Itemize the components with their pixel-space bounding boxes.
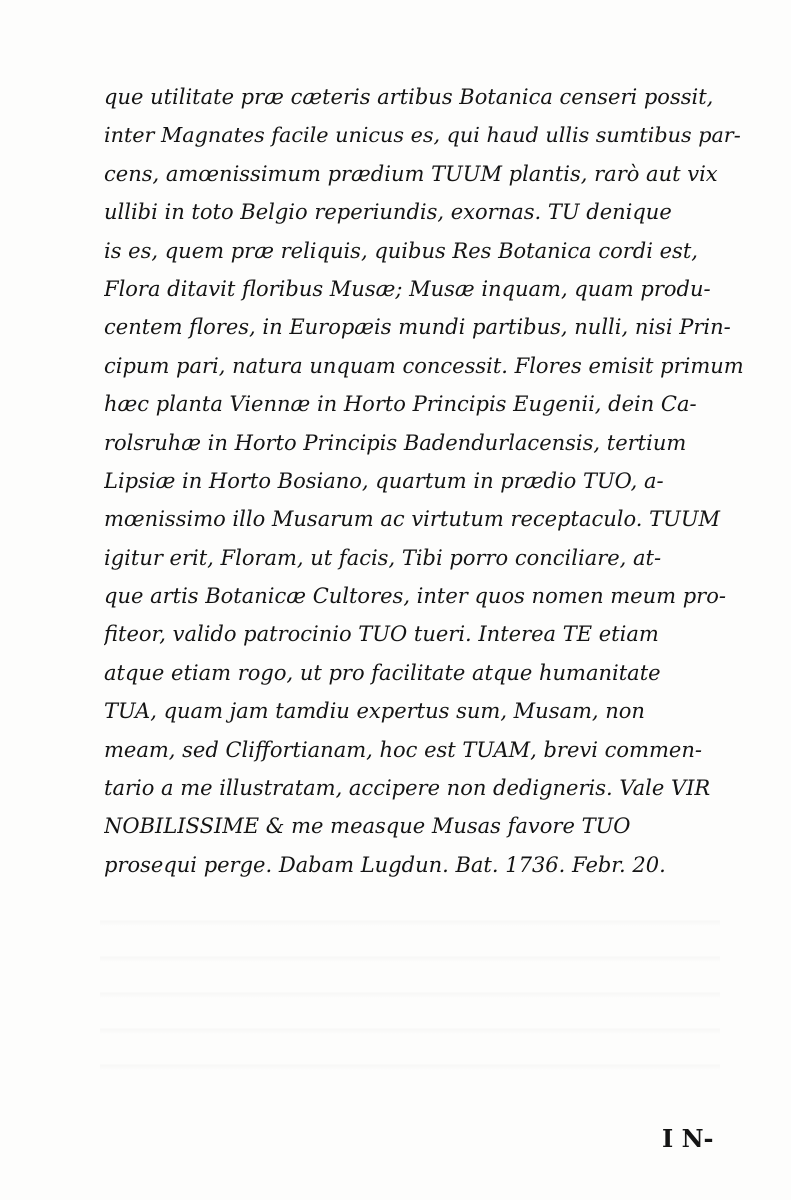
body-text — [104, 78, 744, 884]
text-line: is es, quem præ reliquis, quibus Res Botanica cordi est, — [104, 238, 698, 263]
text-line: Lipsiæ in Horto Bosiano, quartum in prædio TUO, a- — [104, 468, 664, 493]
text-line: mœnissimo illo Musarum ac virtutum receptaculo. TUUM — [104, 507, 721, 532]
text-line: que utilitate præ cæteris artibus Botanica censeri possit, — [104, 85, 714, 109]
catchword: I N- — [662, 1124, 714, 1153]
text-line: hæc planta Viennæ in Horto Principis Eugenii, dein Ca- — [104, 392, 697, 417]
text-line: atque etiam rogo, ut pro facilitate atque humanitate — [104, 660, 661, 685]
text-line: prosequi perge. Dabam Lugdun. Bat. 1736. Febr. 20. — [104, 852, 666, 877]
text-line: Flora ditavit floribus Musæ; Musæ inquam, quam produ- — [104, 276, 711, 301]
text-line: igitur erit, Floram, ut facis, Tibi porro conciliare, at- — [104, 545, 662, 570]
text-line: inter Magnates facile unicus es, qui haud ullis sumtibus par- — [104, 123, 741, 148]
text-line: TUA, quam jam tamdiu expertus sum, Musam, non — [104, 699, 645, 724]
text-line: que artis Botanicæ Cultores, inter quos nomen meum pro- — [104, 584, 726, 609]
text-line: fiteor, valido patrocinio TUO tueri. Interea TE etiam — [104, 622, 659, 647]
text-line: NOBILISSIME & me measque Musas favore TUO — [104, 814, 631, 839]
text-line: cipum pari, natura unquam concessit. Flores emisit primum — [104, 353, 744, 378]
show-through-texture — [100, 890, 720, 1070]
text-line: ullibi in toto Belgio reperiundis, exornas. TU denique — [104, 200, 672, 225]
text-line: tario a me illustratam, accipere non dedigneris. Vale VIR — [104, 776, 711, 801]
text-line: rolsruhæ in Horto Principis Badendurlacensis, tertium — [104, 430, 687, 455]
text-line: centem flores, in Europæis mundi partibus, nulli, nisi Prin- — [104, 315, 731, 340]
text-line: cens, amœnissimum prædium TUUM plantis, rarò aut vix — [104, 161, 718, 186]
text-line: meam, sed Cliffortianam, hoc est TUAM, brevi commen- — [104, 737, 702, 762]
